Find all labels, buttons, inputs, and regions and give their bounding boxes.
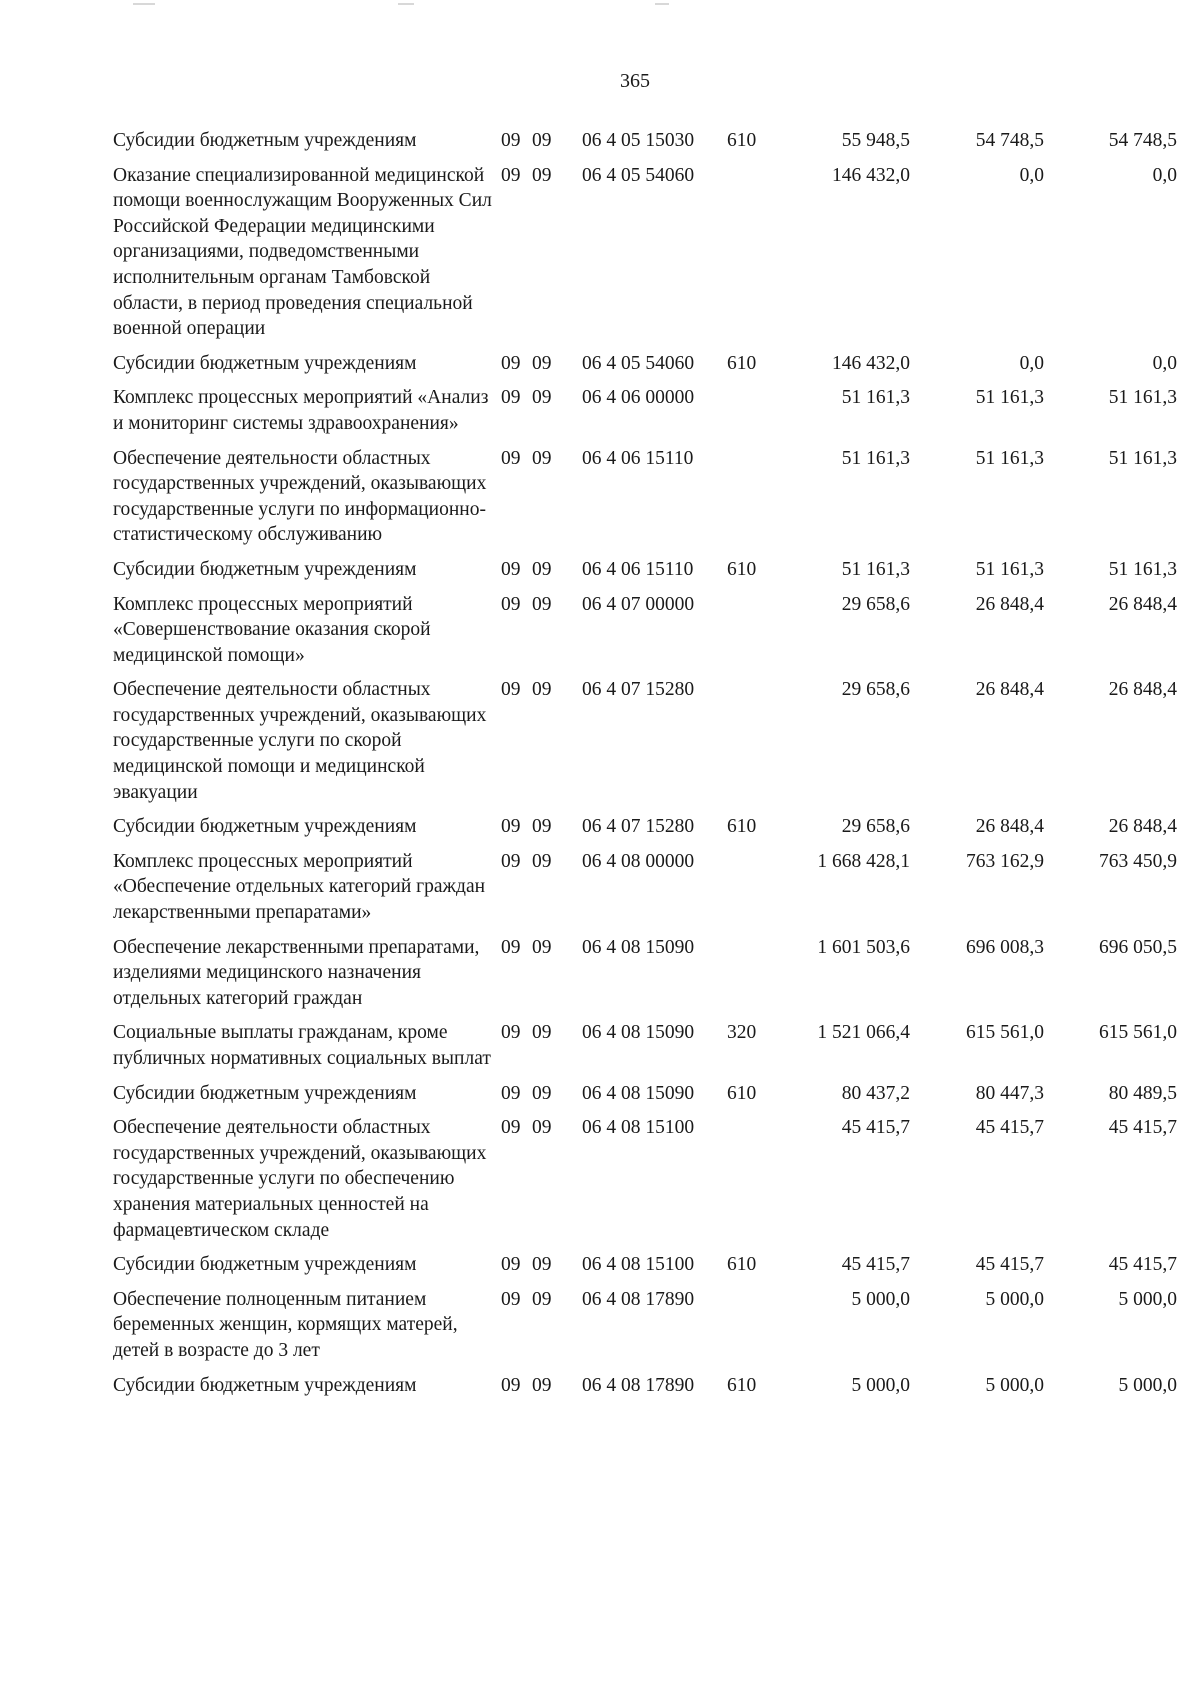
amount-year-3: 5 000,0 xyxy=(1118,1288,1177,1310)
subsection-code: 09 xyxy=(532,130,552,151)
budget-table xyxy=(113,128,1183,1407)
table-row xyxy=(113,163,1183,342)
section-code: 09 xyxy=(501,1374,521,1396)
section-code: 09 xyxy=(501,558,521,580)
amount-year-3: 615 561,0 xyxy=(1099,1022,1177,1044)
amount-year-3: 0,0 xyxy=(1152,352,1177,374)
amount-year-1: 45 415,7 xyxy=(841,1254,910,1276)
row-name: Субсидии бюджетным учреждениям xyxy=(113,352,417,374)
amount-year-3: 5 000,0 xyxy=(1118,1374,1177,1396)
scan-artifact xyxy=(398,3,414,5)
page-number: 365 xyxy=(620,70,650,92)
row-name: Субсидии бюджетным учреждениям xyxy=(113,1082,417,1104)
row-name: Обеспечение лекарственными препаратами, изделиями медицинского назначения отдельных категорий граждан xyxy=(113,936,480,1009)
target-article-code: 06 4 05 54060 xyxy=(582,164,695,186)
section-code: 09 xyxy=(501,1254,521,1276)
target-article-code: 06 4 06 15110 xyxy=(582,447,694,469)
row-name: Комплекс процессных мероприятий «Совершенствование оказания скорой медицинской помощи» xyxy=(113,593,431,666)
expense-type-code: 610 xyxy=(727,816,757,838)
amount-year-2: 80 447,3 xyxy=(975,1082,1044,1104)
scan-artifact xyxy=(133,3,155,5)
amount-year-2: 763 162,9 xyxy=(966,850,1044,872)
section-code: 09 xyxy=(501,850,521,872)
target-article-code: 06 4 06 15110 xyxy=(582,558,694,580)
target-article-code: 06 4 07 15280 xyxy=(582,816,695,838)
target-article-code: 06 4 08 15090 xyxy=(582,1022,695,1044)
subsection-code: 09 xyxy=(532,1117,552,1139)
section-code: 09 xyxy=(501,387,521,409)
subsection-code: 09 xyxy=(532,164,552,186)
amount-year-1: 29 658,6 xyxy=(841,593,910,615)
table-row xyxy=(113,1373,1183,1399)
section-code: 09 xyxy=(501,1082,521,1104)
row-name: Обеспечение деятельности областных государственных учреждений, оказывающих государственные услуги по скорой медицинской помощи и медицинской эвакуации xyxy=(113,679,487,803)
row-name: Обеспечение деятельности областных государственных учреждений, оказывающих государственные услуги по обеспечению хранения материальных ценностей на фармацевтическом складе xyxy=(113,1117,487,1241)
target-article-code: 06 4 05 54060 xyxy=(582,352,695,374)
amount-year-1: 146 432,0 xyxy=(832,352,910,374)
table-row xyxy=(113,592,1183,669)
section-code: 09 xyxy=(501,936,521,958)
subsection-code: 09 xyxy=(532,447,552,469)
table-row xyxy=(113,1115,1183,1243)
amount-year-1: 5 000,0 xyxy=(851,1374,910,1396)
table-row xyxy=(113,557,1183,583)
table-row xyxy=(113,385,1183,436)
amount-year-2: 0,0 xyxy=(1019,164,1044,186)
table-row xyxy=(113,351,1183,377)
expense-type-code: 320 xyxy=(727,1022,757,1044)
amount-year-2: 26 848,4 xyxy=(975,593,1044,615)
expense-type-code: 610 xyxy=(727,352,757,374)
scan-artifact xyxy=(655,3,669,5)
section-code: 09 xyxy=(501,1288,521,1310)
amount-year-1: 1 601 503,6 xyxy=(817,936,910,958)
table-row xyxy=(113,935,1183,1012)
amount-year-3: 26 848,4 xyxy=(1108,593,1177,615)
table-row xyxy=(113,1252,1183,1278)
section-code: 09 xyxy=(501,816,521,838)
table-row xyxy=(113,446,1183,548)
table-row xyxy=(113,677,1183,805)
table-row xyxy=(113,1081,1183,1107)
amount-year-2: 51 161,3 xyxy=(975,447,1044,469)
amount-year-3: 51 161,3 xyxy=(1108,447,1177,469)
subsection-code: 09 xyxy=(532,850,552,872)
amount-year-2: 615 561,0 xyxy=(966,1022,1044,1044)
amount-year-2: 51 161,3 xyxy=(975,558,1044,580)
section-code: 09 xyxy=(501,1022,521,1044)
amount-year-1: 80 437,2 xyxy=(841,1082,910,1104)
row-name: Субсидии бюджетным учреждениям xyxy=(113,558,417,580)
section-code: 09 xyxy=(501,130,521,151)
amount-year-2: 45 415,7 xyxy=(975,1254,1044,1276)
target-article-code: 06 4 08 15090 xyxy=(582,1082,695,1104)
amount-year-1: 1 668 428,1 xyxy=(817,850,910,872)
amount-year-1: 146 432,0 xyxy=(832,164,910,186)
table-row xyxy=(113,128,1183,154)
amount-year-3: 51 161,3 xyxy=(1108,387,1177,409)
amount-year-1: 5 000,0 xyxy=(851,1288,910,1310)
amount-year-1: 45 415,7 xyxy=(841,1117,910,1139)
subsection-code: 09 xyxy=(532,1082,552,1104)
subsection-code: 09 xyxy=(532,679,552,701)
row-name: Субсидии бюджетным учреждениям xyxy=(113,1254,417,1276)
row-name: Субсидии бюджетным учреждениям xyxy=(113,1374,417,1396)
expense-type-code: 610 xyxy=(727,1374,757,1396)
amount-year-2: 0,0 xyxy=(1019,352,1044,374)
amount-year-2: 5 000,0 xyxy=(985,1374,1044,1396)
target-article-code: 06 4 08 15090 xyxy=(582,936,695,958)
row-name: Оказание специализированной медицинской помощи военнослужащим Вооруженных Сил Российской Федерации медицинскими организациями, подведомственными исполнительным органам Тамбовской области, в период проведения специальной военной операции xyxy=(113,164,492,340)
section-code: 09 xyxy=(501,593,521,615)
amount-year-3: 51 161,3 xyxy=(1108,558,1177,580)
amount-year-1: 55 948,5 xyxy=(841,130,910,151)
row-name: Субсидии бюджетным учреждениям xyxy=(113,816,417,838)
amount-year-2: 26 848,4 xyxy=(975,816,1044,838)
amount-year-3: 0,0 xyxy=(1152,164,1177,186)
subsection-code: 09 xyxy=(532,558,552,580)
section-code: 09 xyxy=(501,447,521,469)
subsection-code: 09 xyxy=(532,1374,552,1396)
amount-year-2: 696 008,3 xyxy=(966,936,1044,958)
table-row xyxy=(113,849,1183,926)
table-row xyxy=(113,814,1183,840)
expense-type-code: 610 xyxy=(727,1082,757,1104)
amount-year-3: 763 450,9 xyxy=(1099,850,1177,872)
section-code: 09 xyxy=(501,679,521,701)
target-article-code: 06 4 06 00000 xyxy=(582,387,695,409)
row-name: Обеспечение деятельности областных государственных учреждений, оказывающих государственные услуги по информационно-статистическому обслуживанию xyxy=(113,447,487,546)
target-article-code: 06 4 08 00000 xyxy=(582,850,695,872)
amount-year-2: 45 415,7 xyxy=(975,1117,1044,1139)
amount-year-1: 51 161,3 xyxy=(841,387,910,409)
target-article-code: 06 4 08 17890 xyxy=(582,1288,695,1310)
section-code: 09 xyxy=(501,1117,521,1139)
amount-year-2: 26 848,4 xyxy=(975,679,1044,701)
amount-year-1: 29 658,6 xyxy=(841,679,910,701)
amount-year-1: 1 521 066,4 xyxy=(817,1022,910,1044)
amount-year-3: 54 748,5 xyxy=(1108,130,1177,151)
target-article-code: 06 4 08 15100 xyxy=(582,1254,695,1276)
row-name: Комплекс процессных мероприятий «Обеспечение отдельных категорий граждан лекарственными препаратами» xyxy=(113,850,486,924)
subsection-code: 09 xyxy=(532,936,552,958)
subsection-code: 09 xyxy=(532,1288,552,1310)
amount-year-1: 51 161,3 xyxy=(841,558,910,580)
subsection-code: 09 xyxy=(532,387,552,409)
subsection-code: 09 xyxy=(532,1022,552,1044)
subsection-code: 09 xyxy=(532,1254,552,1276)
subsection-code: 09 xyxy=(532,352,552,374)
table-row xyxy=(113,1020,1183,1071)
target-article-code: 06 4 07 00000 xyxy=(582,593,695,615)
table-row xyxy=(113,1287,1183,1364)
expense-type-code: 610 xyxy=(727,1254,757,1276)
target-article-code: 06 4 05 15030 xyxy=(582,130,695,151)
target-article-code: 06 4 07 15280 xyxy=(582,679,695,701)
row-name: Обеспечение полноценным питанием беременных женщин, кормящих матерей, детей в возрасте до 3 лет xyxy=(113,1288,458,1361)
amount-year-1: 29 658,6 xyxy=(841,816,910,838)
amount-year-1: 51 161,3 xyxy=(841,447,910,469)
amount-year-3: 26 848,4 xyxy=(1108,679,1177,701)
section-code: 09 xyxy=(501,164,521,186)
subsection-code: 09 xyxy=(532,816,552,838)
expense-type-code: 610 xyxy=(727,558,757,580)
target-article-code: 06 4 08 17890 xyxy=(582,1374,695,1396)
expense-type-code: 610 xyxy=(727,130,757,151)
target-article-code: 06 4 08 15100 xyxy=(582,1117,695,1139)
amount-year-2: 5 000,0 xyxy=(985,1288,1044,1310)
amount-year-2: 54 748,5 xyxy=(975,130,1044,151)
amount-year-3: 45 415,7 xyxy=(1108,1254,1177,1276)
section-code: 09 xyxy=(501,352,521,374)
amount-year-3: 26 848,4 xyxy=(1108,816,1177,838)
row-name: Комплекс процессных мероприятий «Анализ и мониторинг системы здравоохранения» xyxy=(113,387,489,434)
amount-year-3: 80 489,5 xyxy=(1108,1082,1177,1104)
row-name: Социальные выплаты гражданам, кроме публичных нормативных социальных выплат xyxy=(113,1022,491,1069)
amount-year-3: 696 050,5 xyxy=(1099,936,1177,958)
row-name: Субсидии бюджетным учреждениям xyxy=(113,130,417,151)
amount-year-2: 51 161,3 xyxy=(975,387,1044,409)
amount-year-3: 45 415,7 xyxy=(1108,1117,1177,1139)
subsection-code: 09 xyxy=(532,593,552,615)
